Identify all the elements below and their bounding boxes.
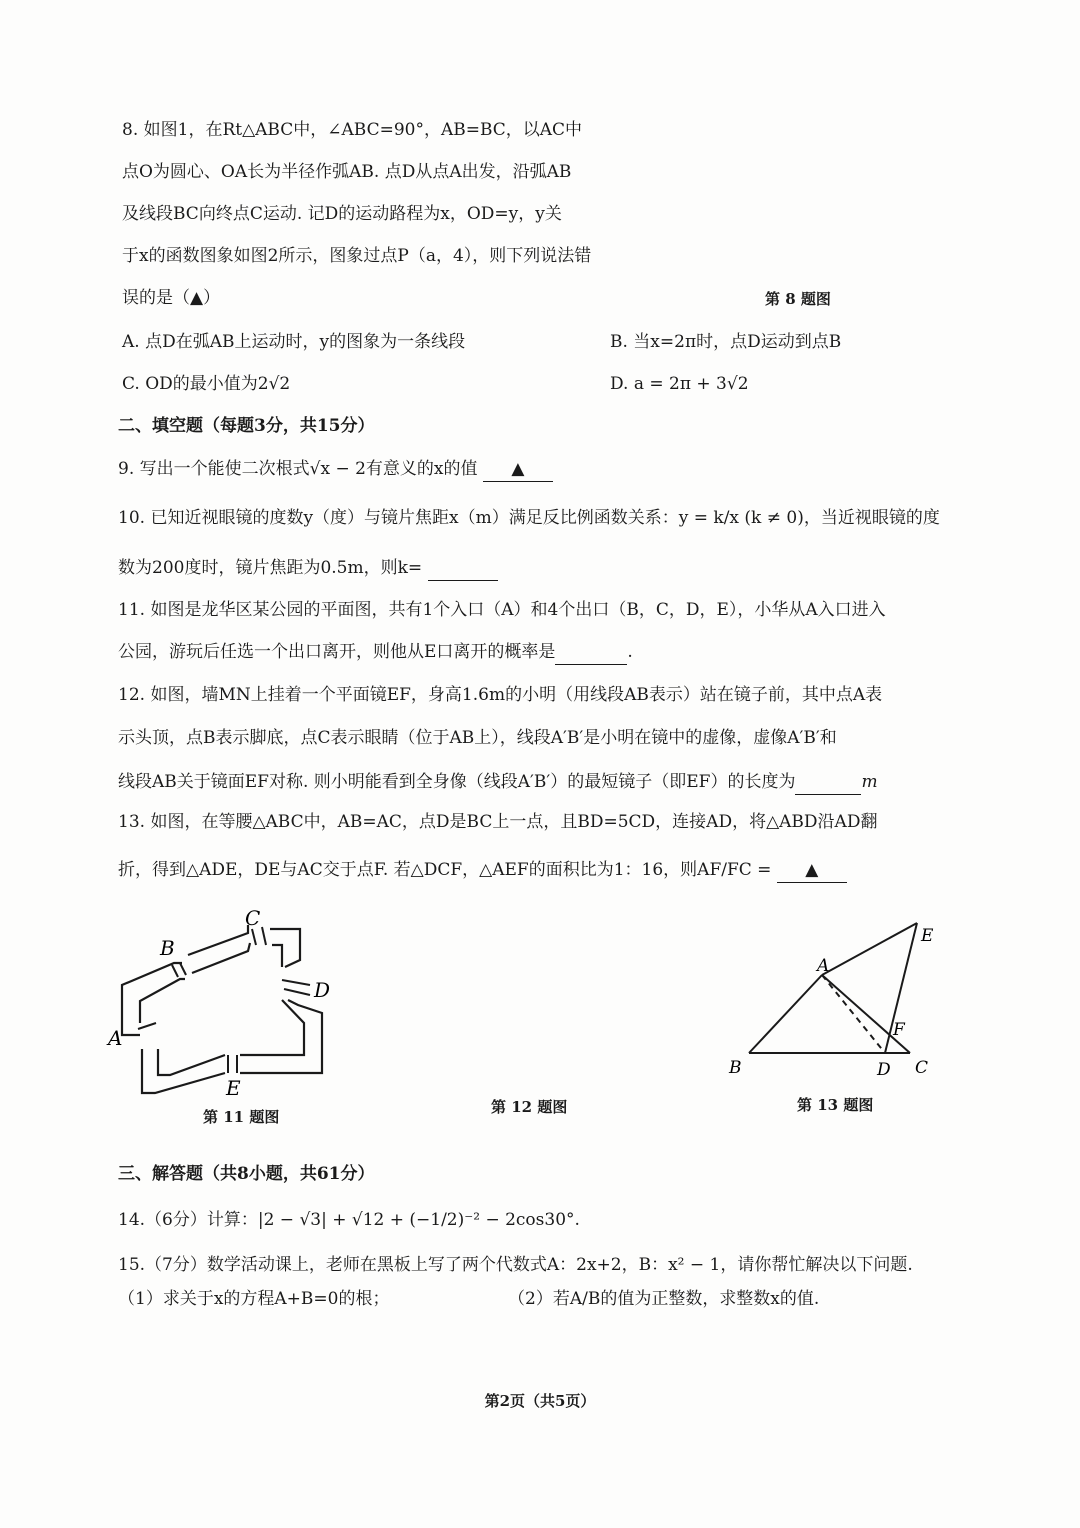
section-3-title: 三、解答题（共8小题，共61分） <box>118 1164 375 1184</box>
segment-ae <box>822 923 917 975</box>
park-inner-right-top <box>272 945 282 967</box>
park-inner-top <box>192 943 250 973</box>
q9-answer-blank: ▲ <box>483 457 553 482</box>
park-inner-left <box>140 979 185 1023</box>
segment-ad-dashed <box>822 975 885 1053</box>
q15-line-1: 15.（7分）数学活动课上，老师在黑板上写了两个代数式A：2x+2，B：x² − 1，请你帮忙解决以下问题. <box>118 1255 913 1275</box>
park-inner-right <box>240 1000 304 1055</box>
figure-13-caption: 第 13 题图 <box>797 1096 874 1114</box>
q13-line-2 <box>118 858 847 883</box>
q11-period: . <box>627 642 633 662</box>
gate-a-mark <box>138 1023 156 1029</box>
q13-answer-blank: ▲ <box>777 858 847 883</box>
figure-11-caption: 第 11 题图 <box>203 1108 280 1126</box>
park-wall-top-right <box>270 929 300 967</box>
segment-ba <box>749 975 822 1053</box>
figure-13-triangle <box>725 915 955 1085</box>
q12-line-2: 示头顶，点B表示脚底，点C表示眼睛（位于AB上），线段A′B′是小明在镜中的虚像，虚像A′B′和 <box>118 728 837 748</box>
q12-question-end: 线段AB关于镜面EF对称. 则小明能看到全身像（线段A′B′）的最短镜子（即EF）的长度为 <box>118 772 796 792</box>
q8-option-a: A. 点D在弧AB上运动时，y的图象为一条线段 <box>122 332 466 352</box>
q12-answer-blank <box>795 770 861 795</box>
section-2-title: 二、填空题（每题3分，共15分） <box>118 416 375 436</box>
figure-12-caption: 第 12 题图 <box>491 1098 568 1116</box>
q11-line-1: 11. 如图是龙华区某公园的平面图，共有1个入口（A）和4个出口（B，C，D，E），小华从A入口进入 <box>118 600 886 620</box>
q8-option-d: D. a = 2π + 3√2 <box>610 374 749 394</box>
q12-line-1: 12. 如图，墙MN上挂着一个平面镜EF，身高1.6m的小明（用线段AB表示）站在镜子前，其中点A表 <box>118 685 883 705</box>
fig13-label-c: C <box>915 1058 929 1078</box>
fig13-label-e: E <box>921 926 934 946</box>
q10-question-end: 数为200度时，镜片焦距为0.5m，则k= <box>118 558 423 578</box>
q8-line-1: 8. 如图1，在Rt△ABC中，∠ABC=90°，AB=BC，以AC中 <box>122 120 583 140</box>
q8-line-3: 及线段BC向终点C运动. 记D的运动路程为x，OD=y，y关 <box>122 204 562 224</box>
q14-text: 14.（6分）计算：|2 − √3| + √12 + (−1/2)⁻² − 2cos30°. <box>118 1210 580 1230</box>
q11-answer-blank <box>555 640 627 665</box>
figure-11-park-plan <box>100 905 350 1105</box>
fig11-label-d: D <box>314 978 331 1002</box>
park-wall-top-left <box>188 925 248 955</box>
gate-c-mark-1 <box>252 929 256 945</box>
fig11-label-b: B <box>160 936 175 960</box>
q11-line-2 <box>118 640 633 665</box>
gate-d-mark-2 <box>284 989 310 995</box>
fig13-label-d: D <box>877 1060 891 1080</box>
fig13-label-f: F <box>893 1020 905 1040</box>
q13-line-1: 13. 如图，在等腰△ABC中，AB=AC，点D是BC上一点，且BD=5CD，连接AD，将△ABD沿AD翻 <box>118 812 878 832</box>
q8-line-2: 点O为圆心、OA长为半径作弧AB. 点D从点A出发，沿弧AB <box>122 162 572 182</box>
gate-b-mark-2 <box>180 963 186 975</box>
segment-ac <box>822 975 910 1053</box>
q15-part-1: （1）求关于x的方程A+B=0的根； <box>118 1289 390 1309</box>
q10-answer-blank <box>428 556 498 581</box>
q8-line-4: 于x的函数图象如图2所示，图象过点P（a，4），则下列说法错 <box>122 246 592 266</box>
fig11-label-c: C <box>245 906 261 930</box>
q10-line-1: 10. 已知近视眼镜的度数y（度）与镜片焦距x（m）满足反比例函数关系：y = k/x (k ≠ 0)，当近视眼镜的度 <box>118 508 940 528</box>
q12-unit: m <box>861 772 878 792</box>
q11-question-end: 公园，游玩后任选一个出口离开，则他从E口离开的概率是 <box>118 642 556 662</box>
q8-option-c: C. OD的最小值为2√2 <box>122 374 291 394</box>
q13-question-end: 折，得到△ADE，DE与AC交于点F. 若△DCF，△AEF的面积比为1：16，则AF/FC = <box>118 860 772 880</box>
gate-b-mark-1 <box>172 965 178 977</box>
fig13-label-a: A <box>817 956 830 976</box>
fig11-label-a: A <box>108 1026 123 1050</box>
q12-line-3 <box>118 770 878 795</box>
park-inner-bottom <box>158 1049 225 1075</box>
park-wall-right-bottom <box>240 1000 322 1073</box>
q8-option-b: B. 当x=2π时，点D运动到点B <box>610 332 842 352</box>
q8-line-5: 误的是（▲） <box>122 288 221 308</box>
gate-d-mark-1 <box>282 980 310 985</box>
fig11-label-e: E <box>226 1076 241 1100</box>
q8-figure-caption: 第 8 题图 <box>765 290 831 308</box>
q15-part-2: （2）若A/B的值为正整数，求整数x的值. <box>508 1289 820 1309</box>
q9-question: 9. 写出一个能使二次根式√x − 2有意义的x的值 <box>118 459 478 479</box>
page-footer: 第2页（共5页） <box>484 1392 596 1410</box>
q9-text <box>118 457 553 482</box>
gate-c-mark-2 <box>262 927 266 945</box>
fig13-label-b: B <box>729 1058 742 1078</box>
q10-line-2 <box>118 556 498 581</box>
